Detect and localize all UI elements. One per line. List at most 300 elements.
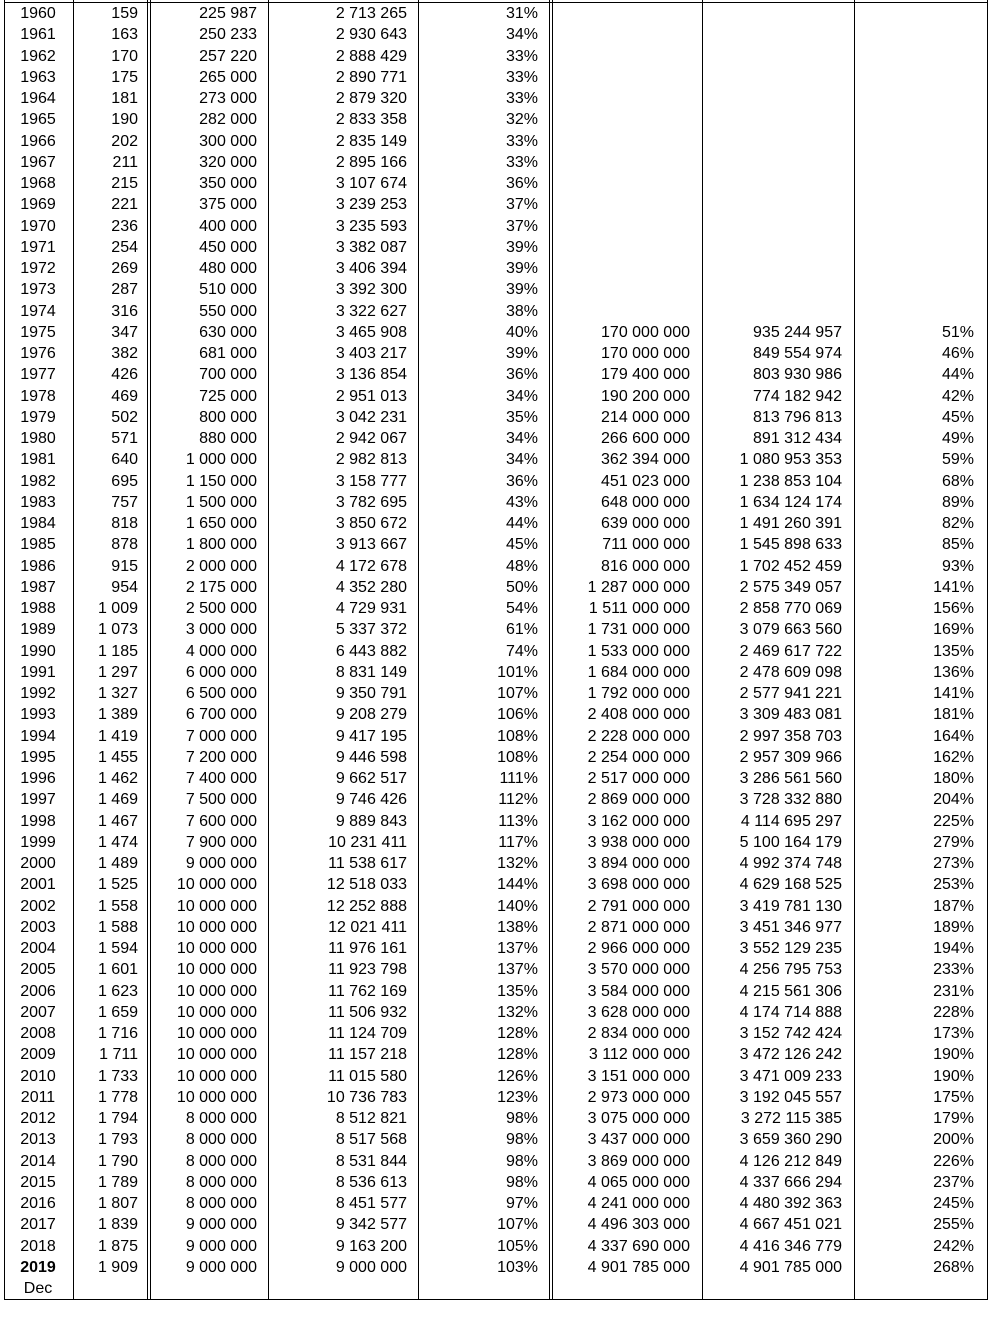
col5-cell: 108% [497, 727, 538, 745]
col7-cell: 2 858 770 069 [739, 600, 842, 617]
col7-cell: 3 451 346 977 [739, 918, 842, 936]
col3-cell: 8 000 000 [185, 1110, 257, 1127]
year-cell: 1989 [20, 621, 56, 639]
col6-cell: 1 731 000 000 [587, 621, 690, 639]
col4-cell: 9 746 426 [335, 791, 407, 809]
col4-cell: 9 000 000 [335, 1258, 407, 1276]
col4-cell: 3 042 231 [335, 408, 407, 426]
year-cell: 1981 [20, 451, 56, 469]
col4-cell: 3 392 300 [335, 281, 407, 299]
col2-cell: 1 794 [97, 1110, 138, 1127]
col2-cell: 1 489 [97, 855, 138, 872]
col8-cell: 268% [933, 1258, 974, 1276]
col5-cell: 34% [505, 451, 538, 469]
col2-cell: 1 462 [97, 770, 138, 787]
col8-cell: 169% [933, 621, 974, 639]
col4-cell: 9 417 195 [335, 727, 407, 745]
year-cell: 1977 [20, 366, 56, 384]
col2-cell: 1 790 [97, 1152, 138, 1170]
col2-cell: 1 875 [97, 1237, 138, 1255]
col4-cell: 2 942 067 [335, 430, 407, 447]
col5-cell: 74% [505, 642, 538, 660]
table-row [0, 747, 990, 768]
col7-cell: 4 480 392 363 [739, 1195, 842, 1212]
col5-cell: 32% [505, 111, 538, 129]
col6-cell: 1 792 000 000 [587, 685, 690, 702]
year-cell: 1993 [20, 706, 56, 724]
col3-cell: 300 000 [199, 132, 257, 150]
col5-cell: 33% [505, 47, 538, 65]
col6-cell: 3 570 000 000 [587, 961, 690, 979]
col8-cell: 45% [941, 408, 974, 426]
col5-cell: 97% [505, 1195, 538, 1212]
year-cell: 2001 [20, 876, 56, 894]
table-row [0, 1087, 990, 1108]
year-cell: 1971 [20, 238, 56, 256]
col6-cell: 3 894 000 000 [587, 855, 690, 872]
col4-cell: 5 337 372 [335, 621, 407, 639]
col8-cell: 173% [933, 1025, 974, 1042]
col3-cell: 800 000 [199, 408, 257, 426]
col3-cell: 6 500 000 [185, 685, 257, 702]
col2-cell: 211 [112, 153, 138, 171]
col2-cell: 1 073 [97, 621, 138, 639]
col8-cell: 242% [933, 1237, 974, 1255]
col8-cell: 233% [933, 961, 974, 979]
col4-cell: 3 235 593 [335, 217, 407, 235]
col4-cell: 12 021 411 [328, 918, 407, 936]
col5-cell: 37% [505, 217, 538, 235]
table-row [0, 1172, 990, 1193]
col6-cell: 3 698 000 000 [587, 876, 690, 894]
col3-cell: 7 500 000 [185, 791, 257, 809]
col2-cell: 1 793 [97, 1131, 138, 1149]
col7-cell: 2 575 349 057 [739, 578, 842, 596]
col5-cell: 37% [505, 196, 538, 214]
col2-cell: 269 [111, 260, 138, 277]
col2-cell: 1 839 [97, 1216, 138, 1234]
col5-cell: 39% [505, 281, 538, 299]
table-row [0, 959, 990, 980]
col7-cell: 813 796 813 [753, 408, 842, 426]
col3-cell: 7 600 000 [185, 812, 257, 830]
year-cell: 2006 [20, 982, 56, 1000]
table-row [0, 811, 990, 832]
table-row [0, 832, 990, 853]
col4-cell: 2 982 813 [335, 451, 407, 469]
col6-cell: 4 496 303 000 [587, 1216, 690, 1234]
col4-cell: 3 403 217 [335, 345, 407, 362]
col7-cell: 4 215 561 306 [739, 982, 842, 1000]
col5-cell: 45% [505, 536, 538, 554]
col6-cell: 362 394 000 [601, 451, 690, 469]
col3-cell: 375 000 [199, 196, 257, 214]
col8-cell: 279% [933, 833, 974, 851]
table-row [0, 619, 990, 640]
col6-cell: 190 200 000 [601, 387, 690, 405]
col4-cell: 8 531 844 [335, 1152, 407, 1170]
year-cell: 1964 [20, 90, 56, 107]
col2-cell: 215 [111, 175, 138, 192]
col6-cell: 711 000 000 [602, 536, 690, 554]
col4-cell: 9 662 517 [335, 770, 407, 787]
col2-cell: 426 [111, 366, 138, 384]
year-cell: 2002 [20, 897, 56, 915]
col4-cell: 3 782 695 [335, 493, 407, 511]
col4-cell: 2 879 320 [335, 90, 407, 107]
year-cell: 2010 [20, 1067, 56, 1085]
table-row [0, 534, 990, 555]
col5-cell: 35% [505, 408, 538, 426]
col5-cell: 39% [505, 260, 538, 277]
table-row [0, 874, 990, 895]
col6-cell: 3 162 000 000 [587, 812, 690, 830]
col5-cell: 34% [505, 26, 538, 44]
col6-cell: 648 000 000 [601, 493, 690, 511]
col6-cell: 3 584 000 000 [587, 982, 690, 1000]
year-cell: 1988 [20, 600, 56, 617]
col5-cell: 126% [497, 1067, 538, 1085]
table-row [0, 343, 990, 364]
col3-cell: 282 000 [199, 111, 257, 129]
col5-cell: 108% [497, 748, 538, 766]
col7-cell: 3 659 360 290 [739, 1131, 842, 1149]
col8-cell: 194% [933, 940, 974, 957]
table-row [0, 364, 990, 385]
col3-cell: 550 000 [199, 302, 257, 320]
col2-cell: 1 733 [97, 1067, 138, 1085]
col4-cell: 3 322 627 [335, 302, 407, 320]
table-row [0, 598, 990, 619]
col4-cell: 8 831 149 [335, 663, 407, 681]
col6-cell: 4 241 000 000 [587, 1195, 690, 1212]
col6-cell: 2 871 000 000 [587, 918, 690, 936]
col6-cell: 2 228 000 000 [587, 727, 690, 745]
col2-cell: 163 [111, 26, 138, 44]
table-bottom-line [4, 1299, 988, 1300]
table-row [0, 1151, 990, 1172]
col4-cell: 8 451 577 [335, 1195, 407, 1212]
col3-cell: 2 000 000 [185, 557, 257, 575]
col3-cell: 8 000 000 [185, 1195, 257, 1212]
col5-cell: 107% [497, 1216, 538, 1234]
col4-cell: 3 382 087 [335, 238, 407, 256]
col2-cell: 1 009 [97, 600, 138, 617]
year-cell: 1991 [20, 663, 56, 681]
col4-cell: 9 350 791 [335, 685, 407, 702]
col5-cell: 33% [505, 132, 538, 150]
table-row [0, 471, 990, 492]
col3-cell: 320 000 [199, 153, 257, 171]
col7-cell: 1 634 124 174 [739, 493, 842, 511]
col3-cell: 9 000 000 [185, 1216, 257, 1234]
col3-cell: 10 000 000 [176, 940, 257, 957]
table-row [0, 322, 990, 343]
year-cell: 1972 [20, 260, 56, 277]
col4-cell: 2 835 149 [335, 132, 407, 150]
col8-cell: 190% [933, 1067, 974, 1085]
col3-cell: 2 500 000 [185, 600, 257, 617]
col5-cell: 40% [505, 323, 538, 341]
year-cell: 1960 [20, 5, 56, 22]
year-cell: 1997 [20, 791, 56, 809]
col5-cell: 128% [497, 1046, 538, 1064]
col7-cell: 3 192 045 557 [739, 1088, 842, 1106]
col7-cell: 4 629 168 525 [739, 876, 842, 894]
col6-cell: 170 000 000 [601, 345, 690, 362]
year-cell: 1963 [20, 68, 56, 86]
col7-cell: 4 667 451 021 [739, 1216, 842, 1234]
col7-cell: 935 244 957 [753, 323, 842, 341]
col4-cell: 2 951 013 [335, 387, 407, 405]
year-cell: 1986 [20, 557, 56, 575]
col3-cell: 400 000 [199, 217, 257, 235]
col3-cell: 9 000 000 [185, 855, 257, 872]
col3-cell: 10 000 000 [176, 1067, 257, 1085]
col5-cell: 39% [505, 238, 538, 256]
year-cell: 1968 [20, 175, 56, 192]
year-cell: 1973 [20, 281, 56, 299]
year-cell: 2014 [20, 1152, 56, 1170]
col3-cell: 8 000 000 [185, 1173, 257, 1191]
table-row [0, 577, 990, 598]
col8-cell: 164% [933, 727, 974, 745]
table-row [0, 917, 990, 938]
col6-cell: 3 437 000 000 [587, 1131, 690, 1149]
year-cell: 1978 [20, 387, 56, 405]
col7-cell: 4 337 666 294 [739, 1173, 842, 1191]
year-cell: 1969 [20, 196, 56, 214]
col5-cell: 113% [498, 812, 538, 830]
col3-cell: 9 000 000 [185, 1237, 257, 1255]
col5-cell: 50% [505, 578, 538, 596]
col6-cell: 2 791 000 000 [587, 897, 690, 915]
col5-cell: 98% [505, 1173, 538, 1191]
col6-cell: 2 973 000 000 [587, 1088, 690, 1106]
col6-cell: 3 151 000 000 [587, 1067, 690, 1085]
year-cell: 2007 [20, 1003, 56, 1021]
year-cell: 1970 [20, 217, 56, 235]
col8-cell: 82% [941, 515, 974, 532]
col2-cell: 175 [111, 68, 138, 86]
col3-cell: 510 000 [199, 281, 257, 299]
col6-cell: 2 966 000 000 [587, 940, 690, 957]
col7-cell: 774 182 942 [753, 387, 842, 405]
col8-cell: 141% [933, 578, 974, 596]
col3-cell: 257 220 [199, 47, 257, 65]
year-cell: 1975 [20, 323, 56, 341]
year-cell: 1999 [20, 833, 56, 851]
year-cell: 1995 [20, 748, 56, 766]
col2-cell: 254 [111, 238, 138, 256]
col4-cell: 3 136 854 [335, 366, 407, 384]
col8-cell: 190% [933, 1046, 974, 1064]
table-row [0, 896, 990, 917]
col2-cell: 347 [111, 323, 138, 341]
col2-cell: 1 711 [99, 1046, 138, 1064]
col6-cell: 179 400 000 [601, 366, 690, 384]
year-cell: 1961 [20, 26, 56, 44]
col3-cell: 2 175 000 [185, 578, 257, 596]
col2-cell: 1 525 [97, 876, 138, 894]
col8-cell: 245% [933, 1195, 974, 1212]
col8-cell: 231% [933, 982, 974, 1000]
col4-cell: 11 157 218 [328, 1046, 407, 1064]
col5-cell: 101% [497, 663, 538, 681]
table-row [0, 258, 990, 279]
col5-cell: 132% [497, 855, 538, 872]
year-cell: 2019 [20, 1258, 56, 1276]
col4-cell: 11 538 617 [328, 855, 407, 872]
col3-cell: 1 000 000 [185, 451, 257, 469]
col6-cell: 2 408 000 000 [587, 706, 690, 724]
col6-cell: 451 023 000 [601, 472, 690, 490]
col6-cell: 170 000 000 [601, 323, 690, 341]
col7-cell: 3 472 126 242 [739, 1046, 842, 1064]
year-cell: 1966 [20, 132, 56, 150]
col2-cell: 382 [111, 345, 138, 362]
table-row [0, 216, 990, 237]
col4-cell: 12 518 033 [326, 876, 407, 894]
col2-cell: 1 455 [97, 748, 138, 766]
table-row [0, 3, 990, 24]
col4-cell: 8 536 613 [335, 1173, 407, 1191]
col7-cell: 4 416 346 779 [739, 1237, 842, 1255]
col3-cell: 8 000 000 [185, 1152, 257, 1170]
col3-cell: 10 000 000 [176, 1046, 257, 1064]
col2-cell: 1 327 [97, 685, 138, 702]
year-cell: 1984 [20, 515, 56, 532]
year-cell: 2012 [20, 1110, 56, 1127]
col2-cell: 469 [111, 387, 138, 405]
year-cell: 1996 [20, 770, 56, 787]
year-cell: 1967 [20, 153, 56, 171]
col2-cell: 1 588 [97, 918, 138, 936]
col8-cell: 237% [933, 1173, 974, 1191]
col2-cell: 640 [111, 451, 138, 469]
col3-cell: 7 900 000 [185, 833, 257, 851]
table-row [0, 662, 990, 683]
col7-cell: 891 312 434 [753, 430, 842, 447]
year-cell: 1998 [20, 812, 56, 830]
col8-cell: 187% [933, 897, 974, 915]
col3-cell: 265 000 [199, 68, 257, 86]
table-row [0, 301, 990, 322]
col4-cell: 2 713 265 [335, 5, 407, 22]
col2-cell: 1 778 [97, 1088, 138, 1106]
col8-cell: 68% [941, 472, 974, 490]
col5-cell: 144% [497, 876, 538, 894]
col3-cell: 880 000 [199, 430, 257, 447]
year-cell: 1983 [20, 493, 56, 511]
col6-cell: 2 517 000 000 [587, 770, 690, 787]
col7-cell: 3 309 483 081 [739, 706, 842, 724]
col4-cell: 3 239 253 [335, 196, 407, 214]
table-row [0, 407, 990, 428]
col5-cell: 106% [497, 706, 538, 724]
col7-cell: 3 079 663 560 [739, 621, 842, 639]
col2-cell: 502 [111, 408, 138, 426]
table-row [0, 428, 990, 449]
year-cell: 1974 [20, 302, 56, 320]
table-row [0, 194, 990, 215]
col7-cell: 1 238 853 104 [739, 472, 842, 490]
year-cell: 1992 [20, 685, 56, 702]
col5-cell: 36% [505, 366, 538, 384]
table-row [0, 853, 990, 874]
col8-cell: 42% [941, 387, 974, 405]
col5-cell: 44% [505, 515, 538, 532]
col6-cell: 2 834 000 000 [587, 1025, 690, 1042]
year-cell: 1990 [20, 642, 56, 660]
col7-cell: 4 174 714 888 [739, 1003, 842, 1021]
col5-cell: 107% [497, 685, 538, 702]
col2-cell: 1 469 [97, 791, 138, 809]
col8-cell: 225% [933, 812, 974, 830]
col5-cell: 31% [505, 5, 538, 22]
col5-cell: 105% [497, 1237, 538, 1255]
col6-cell: 4 065 000 000 [587, 1173, 690, 1191]
col3-cell: 7 400 000 [185, 770, 257, 787]
table-row [0, 492, 990, 513]
col4-cell: 9 889 843 [335, 812, 407, 830]
table-row [0, 1236, 990, 1257]
table-row [0, 24, 990, 45]
col7-cell: 1 545 898 633 [739, 536, 842, 554]
col5-cell: 54% [505, 600, 538, 617]
col3-cell: 225 987 [199, 5, 257, 22]
year-cell: 2003 [20, 918, 56, 936]
col5-cell: 140% [497, 897, 538, 915]
col3-cell: 681 000 [199, 345, 257, 362]
col5-cell: 98% [505, 1131, 538, 1149]
col3-cell: 10 000 000 [176, 982, 257, 1000]
col5-cell: 36% [505, 175, 538, 192]
table-row [0, 1108, 990, 1129]
col7-cell: 5 100 164 179 [739, 833, 842, 851]
col4-cell: 2 890 771 [335, 68, 407, 86]
col4-cell: 9 208 279 [335, 706, 407, 724]
col3-cell: 1 150 000 [185, 472, 257, 490]
col4-cell: 9 446 598 [335, 748, 407, 766]
col6-cell: 4 337 690 000 [587, 1237, 690, 1255]
col3-cell: 7 200 000 [185, 748, 257, 766]
table-row [0, 704, 990, 725]
col4-cell: 9 342 577 [335, 1216, 407, 1234]
year-cell: 2004 [20, 940, 56, 957]
table-row [0, 1129, 990, 1150]
table-row [0, 279, 990, 300]
col7-cell: 2 469 617 722 [739, 642, 842, 660]
col5-cell: 103% [497, 1258, 538, 1276]
col4-cell: 2 930 643 [335, 26, 407, 44]
year-cell: 2016 [20, 1195, 56, 1212]
col3-cell: 10 000 000 [176, 876, 257, 894]
col4-cell: 6 443 882 [335, 642, 407, 660]
col4-cell: 9 163 200 [335, 1237, 407, 1255]
col3-cell: 700 000 [199, 366, 257, 384]
table-row [0, 152, 990, 173]
col2-cell: 316 [111, 302, 138, 320]
col5-cell: 132% [497, 1003, 538, 1021]
col2-cell: 1 185 [97, 642, 138, 660]
col4-cell: 3 107 674 [335, 175, 407, 192]
col7-cell: 3 286 561 560 [739, 770, 842, 787]
col6-cell: 639 000 000 [601, 515, 690, 532]
col3-cell: 630 000 [199, 323, 257, 341]
col2-cell: 1 419 [97, 727, 138, 745]
table-row [0, 1044, 990, 1065]
